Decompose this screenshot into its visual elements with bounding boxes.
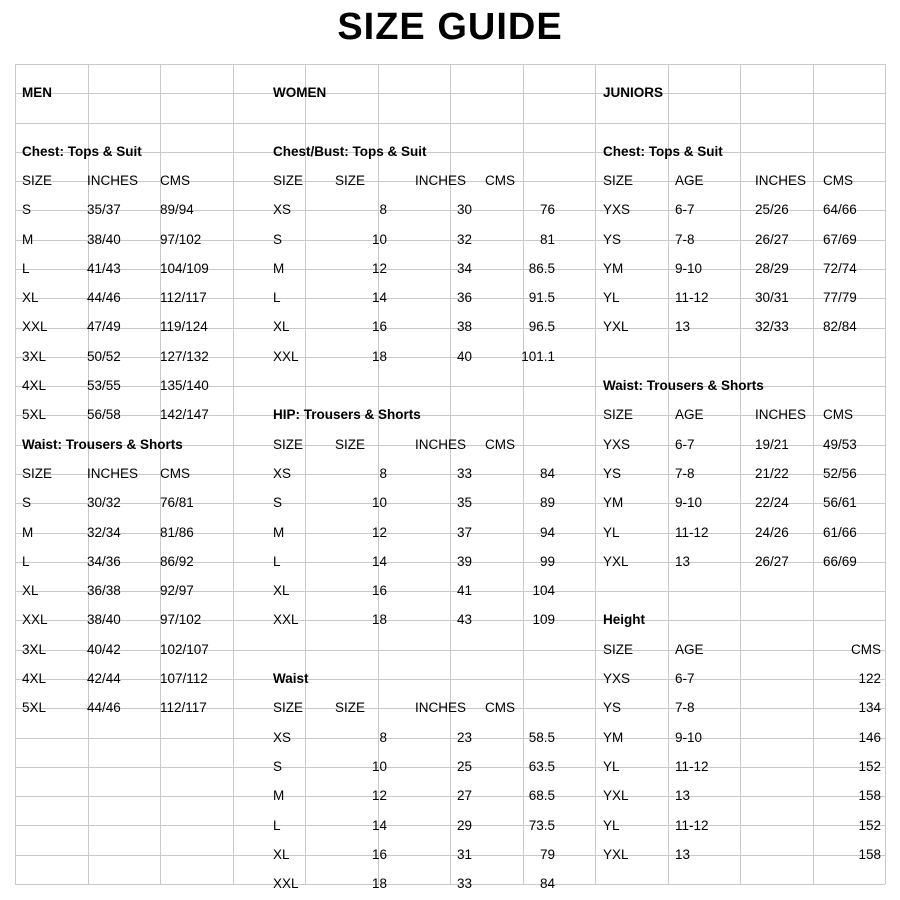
table-cell: 30/31	[755, 290, 789, 306]
column-header: SIZE	[603, 172, 634, 188]
column-header: CMS	[485, 436, 515, 452]
table-cell: 12	[371, 788, 387, 804]
table-cell: 43	[456, 612, 472, 628]
table-cell: 10	[371, 495, 387, 511]
table-cell: 47/49	[87, 319, 121, 335]
table-cell: 77/79	[823, 290, 857, 306]
table-cell: 9-10	[675, 729, 703, 745]
table-cell: 142/147	[160, 407, 209, 423]
table-cell: YL	[603, 290, 620, 306]
table-cell: 86.5	[528, 260, 555, 276]
table-cell: XL	[273, 319, 290, 335]
table-cell: YM	[603, 729, 624, 745]
section-title: Chest/Bust: Tops & Suit	[273, 143, 427, 159]
table-cell: 101.1	[521, 348, 555, 364]
column-header: INCHES	[415, 700, 467, 716]
table-cell: 152	[858, 758, 881, 774]
column-heading-women: WOMEN	[273, 85, 327, 100]
column-header: SIZE	[273, 436, 304, 452]
table-cell: 31	[456, 846, 472, 862]
column-header: CMS	[160, 172, 190, 188]
table-cell: YM	[603, 260, 624, 276]
table-cell: 64/66	[823, 202, 857, 218]
table-cell: 40/42	[87, 641, 121, 657]
table-cell: 66/69	[823, 553, 857, 569]
table-cell: 67/69	[823, 231, 857, 247]
table-cell: 8	[379, 202, 387, 218]
column-header: INCHES	[415, 172, 467, 188]
table-cell: XL	[273, 583, 290, 599]
table-cell: 6-7	[675, 671, 695, 686]
table-cell: 56/58	[87, 407, 121, 423]
column-header: CMS	[160, 465, 190, 481]
table-cell: XS	[273, 729, 292, 745]
table-cell: XXL	[273, 348, 299, 364]
table-cell: 38/40	[87, 231, 121, 247]
table-cell: 134	[858, 700, 881, 716]
section-title: Waist: Trousers & Shorts	[22, 436, 183, 452]
table-cell: XXL	[273, 876, 299, 892]
section-title: Waist: Trousers & Shorts	[603, 378, 764, 393]
table-cell: 104/109	[160, 260, 209, 276]
section-title: Chest: Tops & Suit	[603, 143, 723, 159]
table-cell: 152	[858, 817, 881, 833]
grid-text-layer	[15, 64, 885, 892]
table-cell: YS	[603, 231, 622, 247]
table-cell: 52/56	[823, 465, 857, 481]
table-cell: 40	[456, 348, 472, 364]
table-cell: 37	[456, 524, 472, 540]
table-cell: 38/40	[87, 612, 121, 628]
table-cell: 14	[371, 290, 387, 306]
column-header: SIZE	[335, 172, 366, 188]
table-cell: 86/92	[160, 553, 194, 569]
column-header: SIZE	[335, 436, 366, 452]
table-cell: 6-7	[675, 202, 695, 218]
table-cell: 97/102	[160, 612, 202, 628]
table-cell: 76	[539, 202, 555, 218]
table-cell: 24/26	[755, 524, 789, 540]
table-cell: 10	[371, 231, 387, 247]
table-cell: 96.5	[528, 319, 555, 335]
column-header: INCHES	[87, 465, 139, 481]
table-cell: YL	[603, 524, 620, 540]
table-cell: 99	[539, 553, 555, 569]
table-cell: 68.5	[528, 788, 555, 804]
table-cell: 38	[456, 319, 472, 335]
table-cell: 50/52	[87, 348, 121, 364]
table-cell: 63.5	[528, 758, 555, 774]
table-cell: 91.5	[528, 290, 555, 306]
table-cell: 18	[371, 876, 387, 892]
table-cell: 33	[456, 876, 472, 892]
table-cell: 25/26	[755, 202, 789, 218]
table-cell: 26/27	[755, 231, 789, 247]
table-cell: 158	[858, 846, 881, 862]
table-cell: 82/84	[823, 319, 857, 335]
column-header: INCHES	[415, 436, 467, 452]
table-cell: S	[273, 758, 283, 774]
table-cell: 84	[539, 465, 555, 481]
size-guide-table	[15, 64, 885, 892]
table-cell: 21/22	[755, 465, 789, 481]
table-cell: YXS	[603, 436, 631, 452]
table-cell: YXL	[603, 319, 629, 335]
table-cell: 49/53	[823, 436, 857, 452]
table-cell: 72/74	[823, 260, 857, 276]
table-cell: S	[273, 231, 283, 247]
table-cell: 28/29	[755, 260, 789, 276]
table-cell: S	[22, 495, 32, 511]
table-cell: YL	[603, 758, 620, 774]
column-header: SIZE	[273, 700, 304, 716]
table-cell: 79	[539, 846, 555, 862]
table-cell: 36	[456, 290, 472, 306]
table-cell: XS	[273, 202, 292, 218]
table-cell: XXL	[273, 612, 299, 628]
table-cell: 44/46	[87, 700, 121, 716]
section-title: Chest: Tops & Suit	[22, 143, 142, 159]
table-cell: YXL	[603, 846, 629, 862]
section-title: Height	[603, 612, 645, 628]
table-cell: 58.5	[528, 729, 555, 745]
table-cell: 14	[371, 553, 387, 569]
table-cell: 9-10	[675, 260, 703, 276]
table-cell: S	[273, 495, 283, 511]
table-cell: 109	[532, 612, 555, 628]
table-cell: 89	[539, 495, 555, 511]
column-header: SIZE	[603, 641, 634, 657]
table-cell: 84	[539, 876, 555, 892]
table-cell: 25	[456, 758, 472, 774]
table-cell: 22/24	[755, 495, 789, 511]
table-cell: 7-8	[675, 231, 695, 247]
table-cell: 32/33	[755, 319, 789, 335]
table-cell: 4XL	[22, 378, 47, 393]
table-cell: 104	[532, 583, 555, 599]
column-header: AGE	[675, 641, 704, 657]
column-heading-juniors: JUNIORS	[603, 85, 664, 100]
table-cell: 32/34	[87, 524, 121, 540]
table-cell: YL	[603, 817, 620, 833]
table-cell: 34/36	[87, 553, 121, 569]
table-cell: XS	[273, 465, 292, 481]
table-cell: 4XL	[22, 671, 47, 686]
table-cell: 33	[456, 465, 472, 481]
table-cell: 16	[371, 846, 387, 862]
table-cell: 13	[675, 319, 691, 335]
table-cell: M	[273, 524, 285, 540]
table-cell: 94	[539, 524, 555, 540]
page-title: SIZE GUIDE	[337, 6, 563, 48]
table-cell: 135/140	[160, 378, 209, 393]
column-header: CMS	[823, 172, 853, 188]
column-header: SIZE	[335, 700, 366, 716]
section-title: HIP: Trousers & Shorts	[273, 407, 421, 423]
table-cell: M	[273, 260, 285, 276]
table-cell: 34	[456, 260, 472, 276]
column-header: SIZE	[22, 172, 53, 188]
column-header: CMS	[485, 700, 515, 716]
table-cell: 5XL	[22, 407, 47, 423]
column-header: AGE	[675, 407, 704, 423]
table-cell: 16	[371, 583, 387, 599]
table-cell: 18	[371, 612, 387, 628]
table-cell: 73.5	[528, 817, 555, 833]
table-cell: 158	[858, 788, 881, 804]
table-cell: L	[273, 553, 281, 569]
column-header: SIZE	[603, 407, 634, 423]
table-cell: XXL	[22, 612, 48, 628]
table-cell: YM	[603, 495, 624, 511]
table-cell: 7-8	[675, 465, 695, 481]
table-cell: XL	[22, 290, 39, 306]
column-header: INCHES	[755, 172, 807, 188]
table-cell: YXL	[603, 788, 629, 804]
table-cell: YS	[603, 700, 622, 716]
table-cell: 11-12	[675, 290, 709, 306]
table-cell: 8	[379, 729, 387, 745]
table-cell: 35	[456, 495, 472, 511]
table-cell: 12	[371, 260, 387, 276]
table-cell: 92/97	[160, 583, 194, 599]
table-cell: M	[22, 231, 34, 247]
table-cell: 27	[456, 788, 472, 804]
table-cell: 8	[379, 465, 387, 481]
table-cell: 11-12	[675, 524, 709, 540]
table-cell: YS	[603, 465, 622, 481]
column-header: SIZE	[273, 172, 304, 188]
table-cell: 13	[675, 788, 691, 804]
table-cell: M	[22, 524, 34, 540]
table-cell: 3XL	[22, 348, 47, 364]
table-cell: XL	[273, 846, 290, 862]
table-cell: 11-12	[675, 817, 709, 833]
table-cell: 107/112	[160, 671, 208, 686]
table-cell: 6-7	[675, 436, 695, 452]
table-cell: 81	[539, 231, 555, 247]
table-cell: YXL	[603, 553, 629, 569]
table-cell: 41/43	[87, 260, 121, 276]
table-cell: 29	[456, 817, 472, 833]
table-cell: 127/132	[160, 348, 209, 364]
table-cell: 42/44	[87, 671, 121, 686]
table-cell: 56/61	[823, 495, 857, 511]
table-cell: 18	[371, 348, 387, 364]
table-cell: 44/46	[87, 290, 121, 306]
table-cell: 81/86	[160, 524, 194, 540]
column-header: SIZE	[22, 465, 53, 481]
column-header: CMS	[851, 641, 881, 657]
column-header: CMS	[823, 407, 853, 423]
column-header: CMS	[485, 172, 515, 188]
table-cell: 41	[456, 583, 472, 599]
column-header: INCHES	[755, 407, 807, 423]
table-cell: 13	[675, 846, 691, 862]
table-cell: 112/117	[160, 290, 207, 306]
table-cell: M	[273, 788, 285, 804]
table-cell: 14	[371, 817, 387, 833]
table-cell: 9-10	[675, 495, 703, 511]
table-cell: L	[22, 553, 30, 569]
table-cell: 97/102	[160, 231, 202, 247]
table-cell: 30	[456, 202, 472, 218]
table-cell: 61/66	[823, 524, 857, 540]
table-cell: 39	[456, 553, 472, 569]
column-header: INCHES	[87, 172, 139, 188]
table-cell: 23	[456, 729, 472, 745]
table-cell: XL	[22, 583, 39, 599]
table-cell: 3XL	[22, 641, 47, 657]
table-cell: L	[273, 290, 281, 306]
column-heading-men: MEN	[22, 85, 52, 100]
table-cell: XXL	[22, 319, 48, 335]
table-cell: 13	[675, 553, 691, 569]
table-cell: 122	[858, 671, 881, 686]
table-cell: 102/107	[160, 641, 209, 657]
table-cell: 35/37	[87, 202, 121, 218]
section-title: Waist	[273, 671, 309, 686]
table-cell: 10	[371, 758, 387, 774]
table-cell: 26/27	[755, 553, 789, 569]
table-cell: 146	[858, 729, 881, 745]
table-cell: 7-8	[675, 700, 695, 716]
column-header: AGE	[675, 172, 704, 188]
table-cell: YXS	[603, 671, 631, 686]
table-cell: 5XL	[22, 700, 47, 716]
table-cell: 53/55	[87, 378, 121, 393]
table-cell: 112/117	[160, 700, 207, 716]
table-cell: 119/124	[160, 319, 208, 335]
table-cell: 11-12	[675, 758, 709, 774]
table-cell: S	[22, 202, 32, 218]
table-cell: 36/38	[87, 583, 121, 599]
table-cell: 89/94	[160, 202, 194, 218]
table-cell: 12	[371, 524, 387, 540]
table-cell: L	[273, 817, 281, 833]
table-cell: 76/81	[160, 495, 194, 511]
table-cell: L	[22, 260, 30, 276]
table-cell: YXS	[603, 202, 631, 218]
table-cell: 30/32	[87, 495, 121, 511]
table-cell: 19/21	[755, 436, 789, 452]
table-cell: 32	[456, 231, 472, 247]
table-cell: 16	[371, 319, 387, 335]
